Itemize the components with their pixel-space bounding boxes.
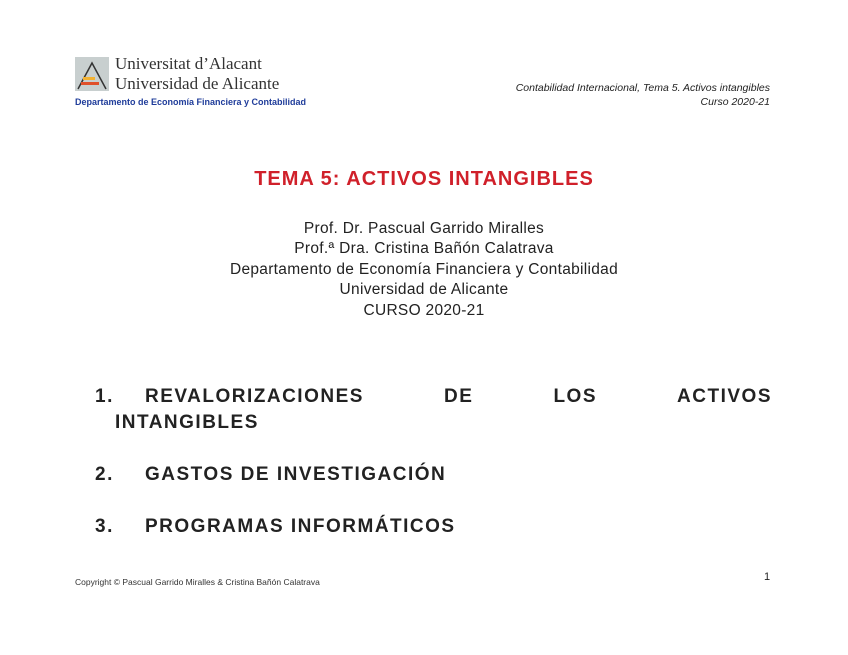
copyright-footer: Copyright © Pascual Garrido Miralles & Cristina Bañón Calatrava	[75, 577, 320, 587]
author-1: Prof. Dr. Pascual Garrido Miralles	[303, 220, 545, 237]
university-name-es: Universidad de Alicante	[115, 74, 280, 93]
item-text: GASTOS DE INVESTIGACIÓN	[145, 464, 447, 485]
author-2: Prof.ª Dra. Cristina Bañón Calatrava	[294, 240, 554, 257]
department-line: Departamento de Economía Financiera y Contabilidad	[229, 261, 619, 278]
university-name-ca: Universitat d’Alacant	[115, 54, 262, 73]
course-year: Curso 2020-21	[700, 96, 770, 108]
item-word: REVALORIZACIONES	[145, 386, 364, 407]
university-line: Universidad de Alicante	[339, 281, 509, 298]
course-title: Contabilidad Internacional, Tema 5. Activos intangibles	[515, 82, 770, 94]
course-line: CURSO 2020-21	[363, 302, 485, 319]
item-word: DE	[443, 386, 474, 407]
contents-item-1	[95, 386, 772, 408]
slide-title: TEMA 5: ACTIVOS INTANGIBLES	[254, 168, 594, 190]
item-text: PROGRAMAS INFORMÁTICOS	[145, 516, 456, 537]
item-word: LOS	[553, 386, 597, 407]
item-number: 2.	[95, 464, 114, 485]
contents-item-1-continuation: INTANGIBLES	[115, 412, 259, 433]
contents-item-2	[95, 464, 772, 486]
department-label: Departamento de Economía Financiera y Contabilidad	[75, 97, 307, 107]
page-number: 1	[764, 571, 771, 583]
item-number: 1.	[95, 386, 114, 407]
item-word: ACTIVOS	[677, 386, 772, 407]
contents-item-3	[95, 516, 772, 538]
item-number: 3.	[95, 516, 114, 537]
university-logo-icon	[75, 57, 109, 91]
